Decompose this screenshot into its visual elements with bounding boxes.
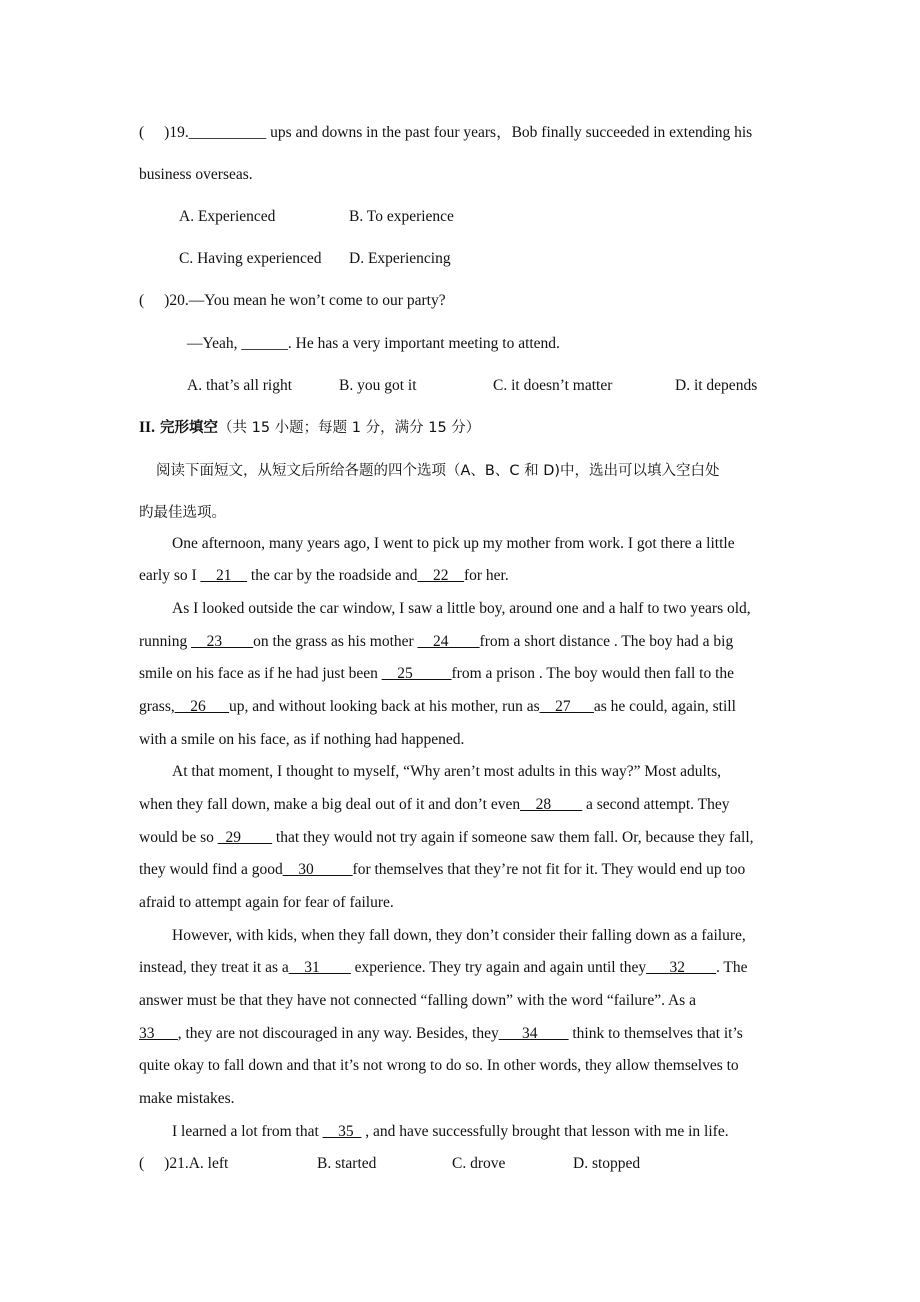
- q21-option-a[interactable]: A. left: [188, 1155, 229, 1172]
- q20-option-a[interactable]: A. that’s all right: [187, 377, 293, 394]
- passage-p3-line4: [139, 860, 745, 880]
- question-21: [139, 1154, 228, 1174]
- section-2-instruction-2: 旳最佳选项。: [139, 505, 226, 521]
- passage-text: , and have successfully brought that lesson with me in life.: [361, 1123, 729, 1140]
- q21-option-b[interactable]: B. started: [317, 1155, 377, 1172]
- blank-24: __24____: [417, 633, 480, 650]
- q19-option-c[interactable]: C. Having experienced: [179, 250, 322, 267]
- passage-text: early so I: [139, 567, 201, 584]
- section-2-heading: [139, 418, 480, 438]
- q19-stem: ups and downs in the past four years，Bob finally succeeded in extending his: [266, 124, 753, 141]
- blank-26: __26___: [174, 698, 229, 715]
- passage-text: for themselves that they’re not fit for it. They would end up too: [352, 861, 746, 878]
- passage-p3-line2: [139, 795, 729, 815]
- q19-number: 19.: [169, 124, 189, 141]
- passage-p2-line2: [139, 632, 733, 652]
- q20-paren[interactable]: (: [139, 292, 145, 309]
- passage-text: on the grass as his mother: [253, 633, 418, 650]
- passage-p5-line1: [172, 1122, 729, 1142]
- q20-dialogue-2a: —Yeah,: [187, 335, 242, 352]
- q20-paren-close: ): [164, 292, 170, 309]
- q21-paren-close: ): [164, 1155, 170, 1172]
- blank-33: 33___: [139, 1025, 178, 1042]
- q19-paren-close: ): [164, 124, 170, 141]
- q20-number: 20.: [169, 292, 189, 309]
- q19-blank: __________: [188, 124, 267, 141]
- passage-text: they would find a good: [139, 861, 283, 878]
- passage-text: . The: [715, 959, 748, 976]
- passage-p2-line3: [139, 664, 734, 684]
- passage-text: for her.: [463, 567, 509, 584]
- q20-option-b[interactable]: B. you got it: [339, 377, 417, 394]
- blank-27: __27___: [539, 698, 594, 715]
- blank-21: __21__: [200, 567, 248, 584]
- passage-p4-line5: quite okay to fall down and that it’s not wrong to do so. In other words, they allow themselves to: [139, 1057, 739, 1074]
- passage-text: a second attempt. They: [582, 796, 730, 813]
- q21-paren[interactable]: (: [139, 1155, 145, 1172]
- section-2-number: II.: [139, 419, 155, 436]
- passage-p3-line3: [139, 828, 754, 848]
- passage-text: as he could, again, still: [593, 698, 736, 715]
- q20-option-d[interactable]: D. it depends: [675, 377, 758, 394]
- blank-23: __23____: [191, 633, 254, 650]
- blank-25: __25_____: [381, 665, 452, 682]
- q20-dialogue-1: —You mean he won’t come to our party?: [188, 292, 446, 309]
- q21-option-c[interactable]: C. drove: [452, 1155, 506, 1172]
- q21-option-d[interactable]: D. stopped: [573, 1155, 641, 1172]
- passage-text: from a short distance . The boy had a big: [479, 633, 734, 650]
- q19-paren[interactable]: (: [139, 124, 145, 141]
- section-2-title: 完形填空: [154, 420, 219, 436]
- passage-text: that they would not try again if someone saw them fall. Or, because they fall,: [272, 829, 754, 846]
- passage-text: I learned a lot from that: [172, 1123, 323, 1140]
- blank-34: ___34____: [498, 1025, 569, 1042]
- passage-p4-line6: make mistakes.: [139, 1090, 235, 1107]
- passage-text: up, and without looking back at his mother, run as: [228, 698, 540, 715]
- passage-text: from a prison . The boy would then fall to the: [451, 665, 735, 682]
- passage-p3-line5: afraid to attempt again for fear of failure.: [139, 894, 394, 911]
- q19-option-d[interactable]: D. Experiencing: [349, 250, 451, 267]
- question-20-line1: [139, 291, 446, 311]
- passage-text: the car by the roadside and: [247, 567, 418, 584]
- blank-22: __22__: [417, 567, 464, 584]
- passage-text: running: [139, 633, 192, 650]
- q21-number: 21.: [169, 1155, 189, 1172]
- q19-stem-line2: business overseas.: [139, 166, 253, 183]
- passage-p4-line2: [139, 958, 748, 978]
- blank-32: ___32____: [646, 959, 716, 976]
- passage-text: instead, they treat it as a: [139, 959, 289, 976]
- passage-p2-line5: with a smile on his face, as if nothing had happened.: [139, 731, 465, 748]
- passage-p1-line2: [139, 566, 509, 586]
- q20-dialogue-2: [187, 334, 560, 354]
- passage-p2-line1: As I looked outside the car window, I saw a little boy, around one and a half to two years old,: [172, 600, 751, 617]
- passage-p4-line3: answer must be that they have not connected “falling down” with the word “failure”. As a: [139, 992, 696, 1009]
- q20-option-c[interactable]: C. it doesn’t matter: [493, 377, 613, 394]
- passage-p4-line4: [139, 1024, 743, 1044]
- passage-text: smile on his face as if he had just been: [139, 665, 382, 682]
- q19-option-b[interactable]: B. To experience: [349, 208, 454, 225]
- passage-text: , they are not discouraged in any way. Besides, they: [177, 1025, 499, 1042]
- blank-29: _29____: [217, 829, 273, 846]
- section-2-note: （共 15 小题；每题 1 分，满分 15 分）: [218, 420, 481, 436]
- passage-p1-line1: One afternoon, many years ago, I went to pick up my mother from work. I got there a little: [172, 535, 735, 552]
- q19-option-a[interactable]: A. Experienced: [179, 208, 276, 225]
- section-2-instruction-1: 阅读下面短文，从短文后所给各题的四个选项（A、B、C 和 D)中，选出可以填入空白处: [156, 463, 720, 479]
- passage-p4-line1: However, with kids, when they fall down, they don’t consider their falling down as a failure,: [172, 927, 746, 944]
- blank-31: __31____: [288, 959, 351, 976]
- passage-text: when they fall down, make a big deal out of it and don’t even: [139, 796, 521, 813]
- blank-35: __35_: [322, 1123, 362, 1140]
- passage-p3-line1: At that moment, I thought to myself, “Why aren’t most adults in this way?” Most adults,: [172, 763, 722, 780]
- blank-30: __30_____: [282, 861, 353, 878]
- blank-28: __28____: [520, 796, 583, 813]
- question-19-line1: [139, 123, 789, 143]
- passage-text: experience. They try again and again until they: [350, 959, 647, 976]
- passage-p2-line4: [139, 697, 736, 717]
- passage-text: think to themselves that it’s: [568, 1025, 743, 1042]
- q20-blank: ______: [241, 335, 288, 352]
- q20-dialogue-2b: . He has a very important meeting to attend.: [287, 335, 560, 352]
- passage-text: grass,: [139, 698, 175, 715]
- passage-text: would be so: [139, 829, 218, 846]
